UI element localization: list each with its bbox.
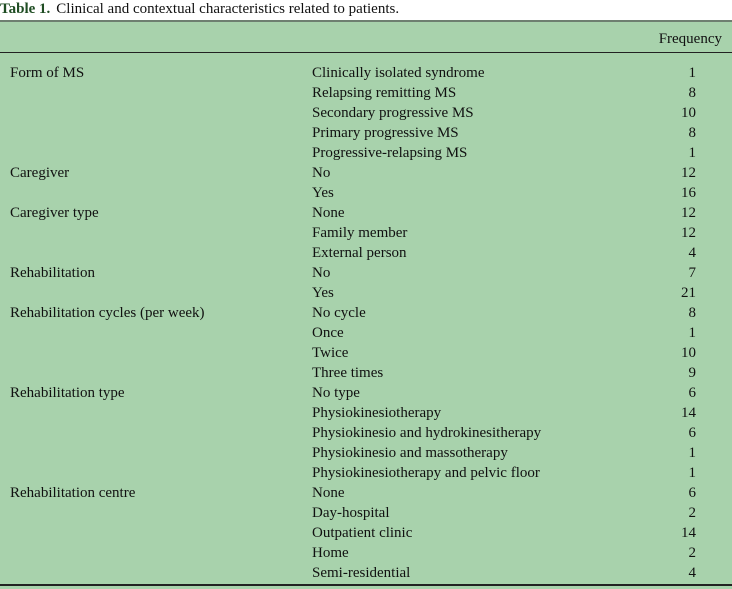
category-label: No bbox=[312, 265, 331, 281]
frequency-value: 1 bbox=[688, 145, 696, 161]
category-label: None bbox=[312, 485, 345, 501]
table-row bbox=[0, 203, 732, 223]
table-row bbox=[0, 143, 732, 163]
category-label: Physiokinesiotherapy and pelvic floor bbox=[312, 465, 540, 481]
table-row bbox=[0, 443, 732, 463]
category-label: External person bbox=[312, 245, 407, 261]
category-label: No cycle bbox=[312, 305, 366, 321]
frequency-value: 8 bbox=[688, 305, 696, 321]
frequency-value: 10 bbox=[681, 345, 696, 361]
table-title: Clinical and contextual characteristics related to patients. bbox=[56, 1, 400, 17]
table-row bbox=[0, 503, 732, 523]
table-row bbox=[0, 423, 732, 443]
frequency-value: 12 bbox=[681, 165, 696, 181]
category-label: Yes bbox=[312, 185, 334, 201]
frequency-value: 7 bbox=[688, 265, 696, 281]
category-label: Progressive-relapsing MS bbox=[312, 145, 468, 161]
group-label: Rehabilitation bbox=[10, 265, 95, 281]
frequency-value: 6 bbox=[688, 385, 696, 401]
table-row bbox=[0, 383, 732, 403]
characteristics-table bbox=[0, 20, 732, 589]
table-row bbox=[0, 263, 732, 283]
frequency-value: 21 bbox=[681, 285, 696, 301]
frequency-value: 1 bbox=[688, 465, 696, 481]
group-label: Rehabilitation cycles (per week) bbox=[10, 305, 205, 321]
table-row bbox=[0, 343, 732, 363]
category-label: Clinically isolated syndrome bbox=[312, 65, 485, 81]
table-row bbox=[0, 543, 732, 563]
table-row bbox=[0, 243, 732, 263]
category-label: Outpatient clinic bbox=[312, 525, 413, 541]
table-row bbox=[0, 63, 732, 83]
table-row bbox=[0, 103, 732, 123]
table-row bbox=[0, 183, 732, 203]
frequency-value: 12 bbox=[681, 225, 696, 241]
frequency-value: 12 bbox=[681, 205, 696, 221]
frequency-value: 1 bbox=[688, 65, 696, 81]
category-label: Physiokinesio and massotherapy bbox=[312, 445, 508, 461]
frequency-value: 6 bbox=[688, 425, 696, 441]
category-label: Secondary progressive MS bbox=[312, 105, 474, 121]
column-header-frequency: Frequency bbox=[658, 31, 722, 47]
frequency-value: 14 bbox=[681, 525, 696, 541]
group-label: Caregiver type bbox=[10, 205, 99, 221]
frequency-value: 14 bbox=[681, 405, 696, 421]
category-label: No type bbox=[312, 385, 360, 401]
group-label: Caregiver bbox=[10, 165, 70, 181]
table-row bbox=[0, 223, 732, 243]
frequency-value: 1 bbox=[688, 325, 696, 341]
category-label: Twice bbox=[312, 345, 349, 361]
table-row bbox=[0, 403, 732, 423]
category-label: Relapsing remitting MS bbox=[312, 85, 457, 101]
table-row bbox=[0, 323, 732, 343]
category-label: None bbox=[312, 205, 345, 221]
category-label: Family member bbox=[312, 225, 408, 241]
category-label: No bbox=[312, 165, 331, 181]
table-row bbox=[0, 83, 732, 103]
header-divider bbox=[0, 52, 732, 53]
frequency-value: 8 bbox=[688, 125, 696, 141]
category-label: Primary progressive MS bbox=[312, 125, 459, 141]
group-label: Rehabilitation type bbox=[10, 385, 125, 401]
table-row bbox=[0, 123, 732, 143]
frequency-value: 8 bbox=[688, 85, 696, 101]
category-label: Physiokinesio and hydrokinesitherapy bbox=[312, 425, 542, 441]
table-label: Table 1. bbox=[0, 1, 51, 17]
frequency-value: 9 bbox=[688, 365, 696, 381]
table-bottom-rule bbox=[0, 584, 732, 586]
table-row bbox=[0, 303, 732, 323]
category-label: Home bbox=[312, 545, 349, 561]
frequency-value: 2 bbox=[688, 545, 696, 561]
frequency-value: 1 bbox=[688, 445, 696, 461]
category-label: Three times bbox=[312, 365, 384, 381]
category-label: Day-hospital bbox=[312, 505, 390, 521]
table-row bbox=[0, 523, 732, 543]
table-row bbox=[0, 363, 732, 383]
table-caption bbox=[0, 1, 399, 18]
table-row bbox=[0, 563, 732, 583]
frequency-value: 16 bbox=[681, 185, 696, 201]
group-label: Rehabilitation centre bbox=[10, 485, 136, 501]
category-label: Yes bbox=[312, 285, 334, 301]
category-label: Once bbox=[312, 325, 344, 341]
category-label: Semi-residential bbox=[312, 565, 411, 581]
frequency-value: 4 bbox=[688, 245, 696, 261]
frequency-value: 4 bbox=[688, 565, 696, 581]
category-label: Physiokinesiotherapy bbox=[312, 405, 442, 421]
table-row bbox=[0, 163, 732, 183]
frequency-value: 6 bbox=[688, 485, 696, 501]
frequency-value: 2 bbox=[688, 505, 696, 521]
group-label: Form of MS bbox=[10, 65, 85, 81]
table-row bbox=[0, 463, 732, 483]
table-row bbox=[0, 483, 732, 503]
frequency-value: 10 bbox=[681, 105, 696, 121]
table-row bbox=[0, 283, 732, 303]
